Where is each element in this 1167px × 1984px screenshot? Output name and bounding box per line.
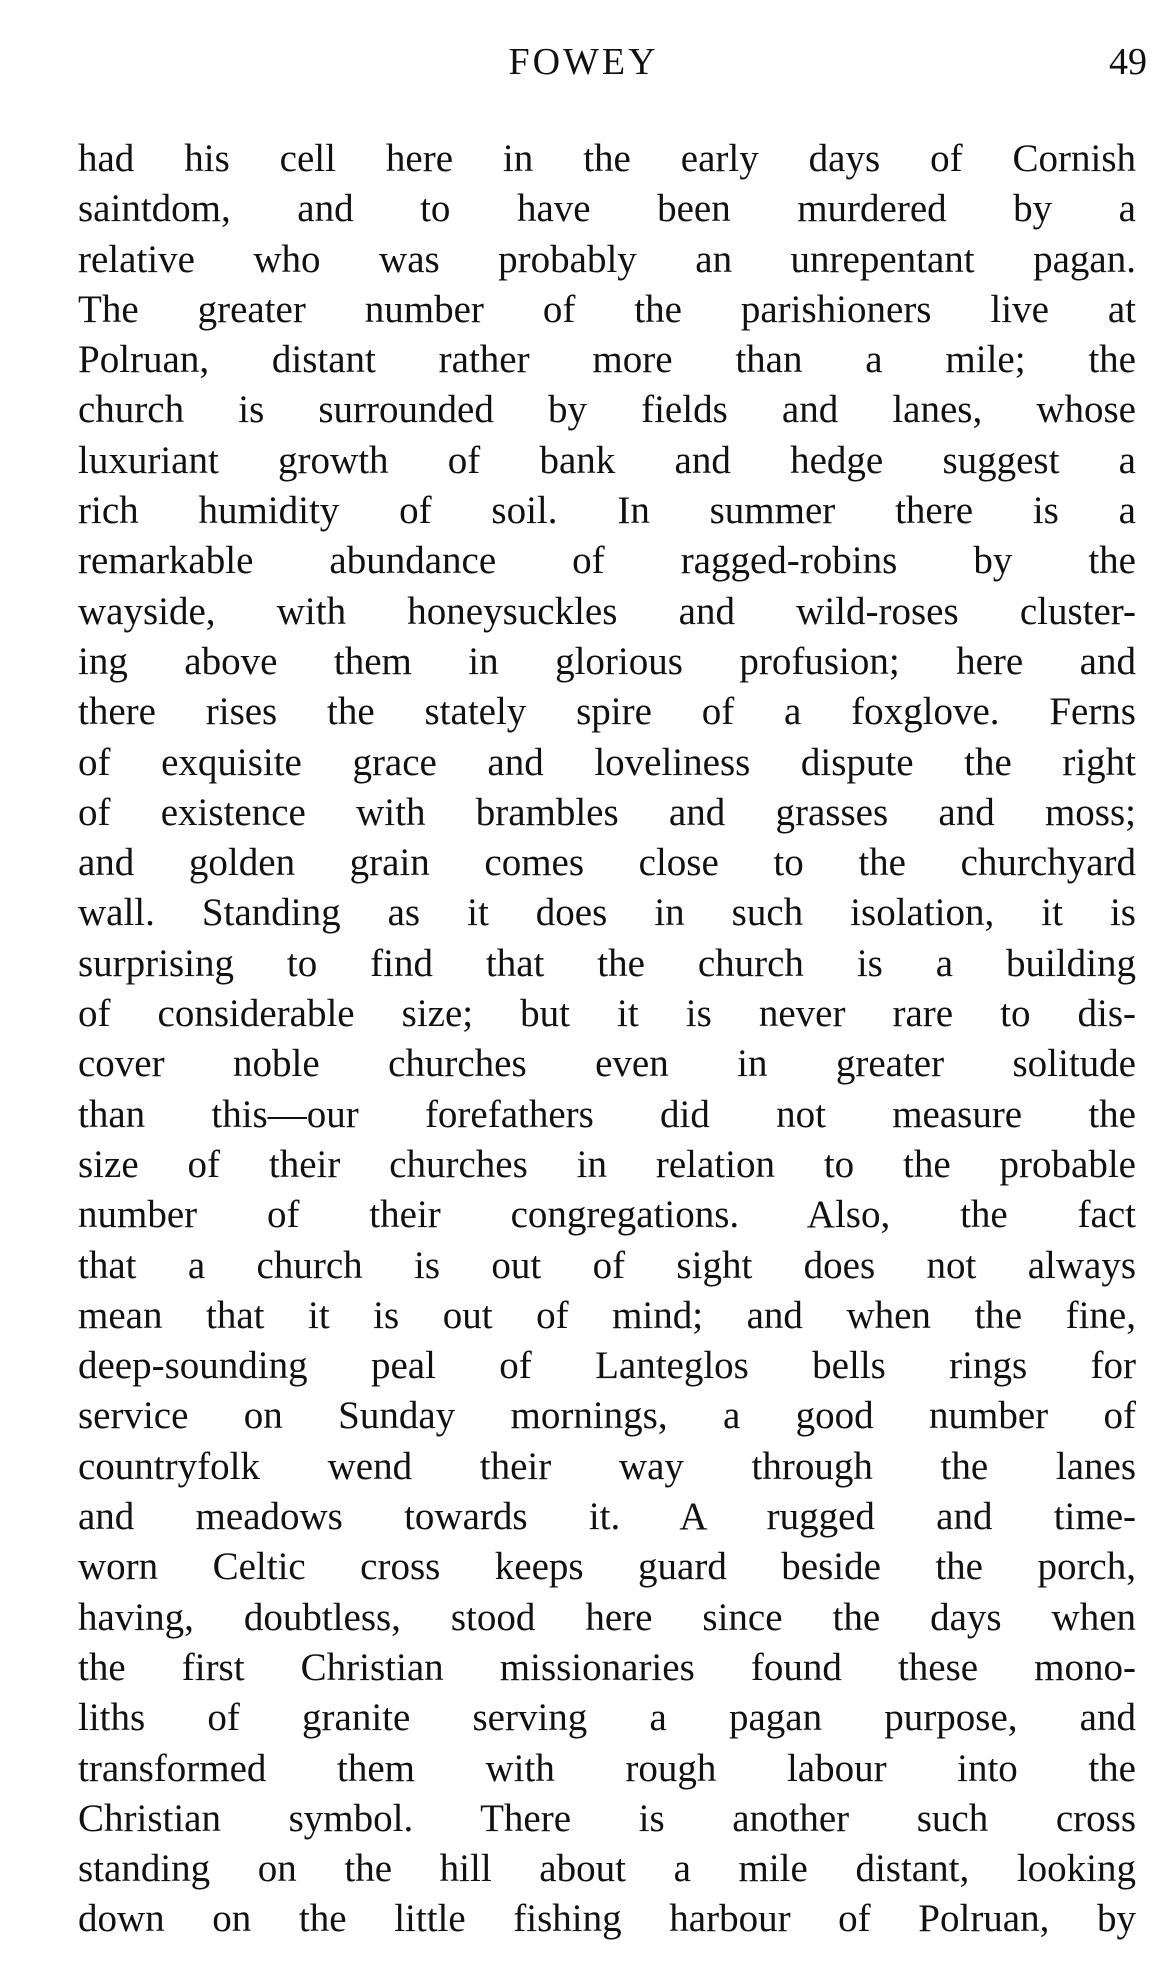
text-line: of considerable size; but it is never rare to dis-	[78, 992, 1136, 1036]
text-line: deep-sounding peal of Lanteglos bells rings for	[78, 1344, 1136, 1388]
text-line: service on Sunday mornings, a good number of	[78, 1394, 1136, 1438]
text-line: there rises the stately spire of a foxglove. Ferns	[78, 690, 1136, 734]
text-line: luxuriant growth of bank and hedge suggest a	[78, 438, 1136, 482]
text-line: mean that it is out of mind; and when the fine,	[78, 1293, 1136, 1337]
text-line: cover noble churches even in greater solitude	[78, 1042, 1136, 1086]
text-line: ing above them in glorious profusion; here and	[78, 639, 1136, 683]
text-line: had his cell here in the early days of Cornish	[78, 137, 1136, 180]
text-line: number of their congregations. Also, the fact	[78, 1193, 1136, 1237]
text-line: saintdom, and to have been murdered by a	[78, 187, 1136, 231]
text-line: remarkable abundance of ragged-robins by the	[78, 539, 1136, 583]
text-line: liths of granite serving a pagan purpose, and	[78, 1696, 1136, 1740]
page-header	[0, 38, 1167, 86]
body-text	[78, 134, 1136, 1945]
text-line: Christian symbol. There is another such cross	[78, 1796, 1136, 1840]
text-line: Polruan, distant rather more than a mile; the	[78, 338, 1136, 382]
text-line: having, doubtless, stood here since the days when	[78, 1595, 1136, 1639]
text-line: wall. Standing as it does in such isolation, it is	[78, 891, 1136, 935]
text-line: of existence with brambles and grasses and moss;	[78, 790, 1136, 834]
page-number: 49	[1109, 41, 1147, 83]
text-line: worn Celtic cross keeps guard beside the porch,	[78, 1545, 1136, 1589]
running-title: FOWEY	[508, 41, 659, 83]
text-line: than this—our forefathers did not measure the	[78, 1092, 1136, 1136]
text-line: rich humidity of soil. In summer there is a	[78, 489, 1136, 533]
text-line: and meadows towards it. A rugged and time-	[78, 1495, 1136, 1539]
text-line: size of their churches in relation to the probable	[78, 1142, 1136, 1186]
text-line: church is surrounded by fields and lanes, whose	[78, 388, 1136, 432]
text-line: The greater number of the parishioners live at	[78, 287, 1136, 331]
text-line: wayside, with honeysuckles and wild-roses cluster-	[78, 589, 1136, 633]
text-line: relative who was probably an unrepentant pagan.	[78, 237, 1136, 281]
text-line: and golden grain comes close to the churchyard	[78, 841, 1136, 885]
text-line: surprising to find that the church is a building	[78, 941, 1136, 985]
text-line: countryfolk wend their way through the lanes	[78, 1444, 1136, 1488]
text-line: standing on the hill about a mile distant, looking	[78, 1847, 1136, 1891]
text-line: of exquisite grace and loveliness dispute the right	[78, 740, 1136, 784]
text-line: that a church is out of sight does not always	[78, 1243, 1136, 1287]
text-line: transformed them with rough labour into the	[78, 1746, 1136, 1790]
text-line: the first Christian missionaries found these mono-	[78, 1645, 1136, 1689]
text-line: down on the little fishing harbour of Polruan, by	[78, 1897, 1136, 1941]
